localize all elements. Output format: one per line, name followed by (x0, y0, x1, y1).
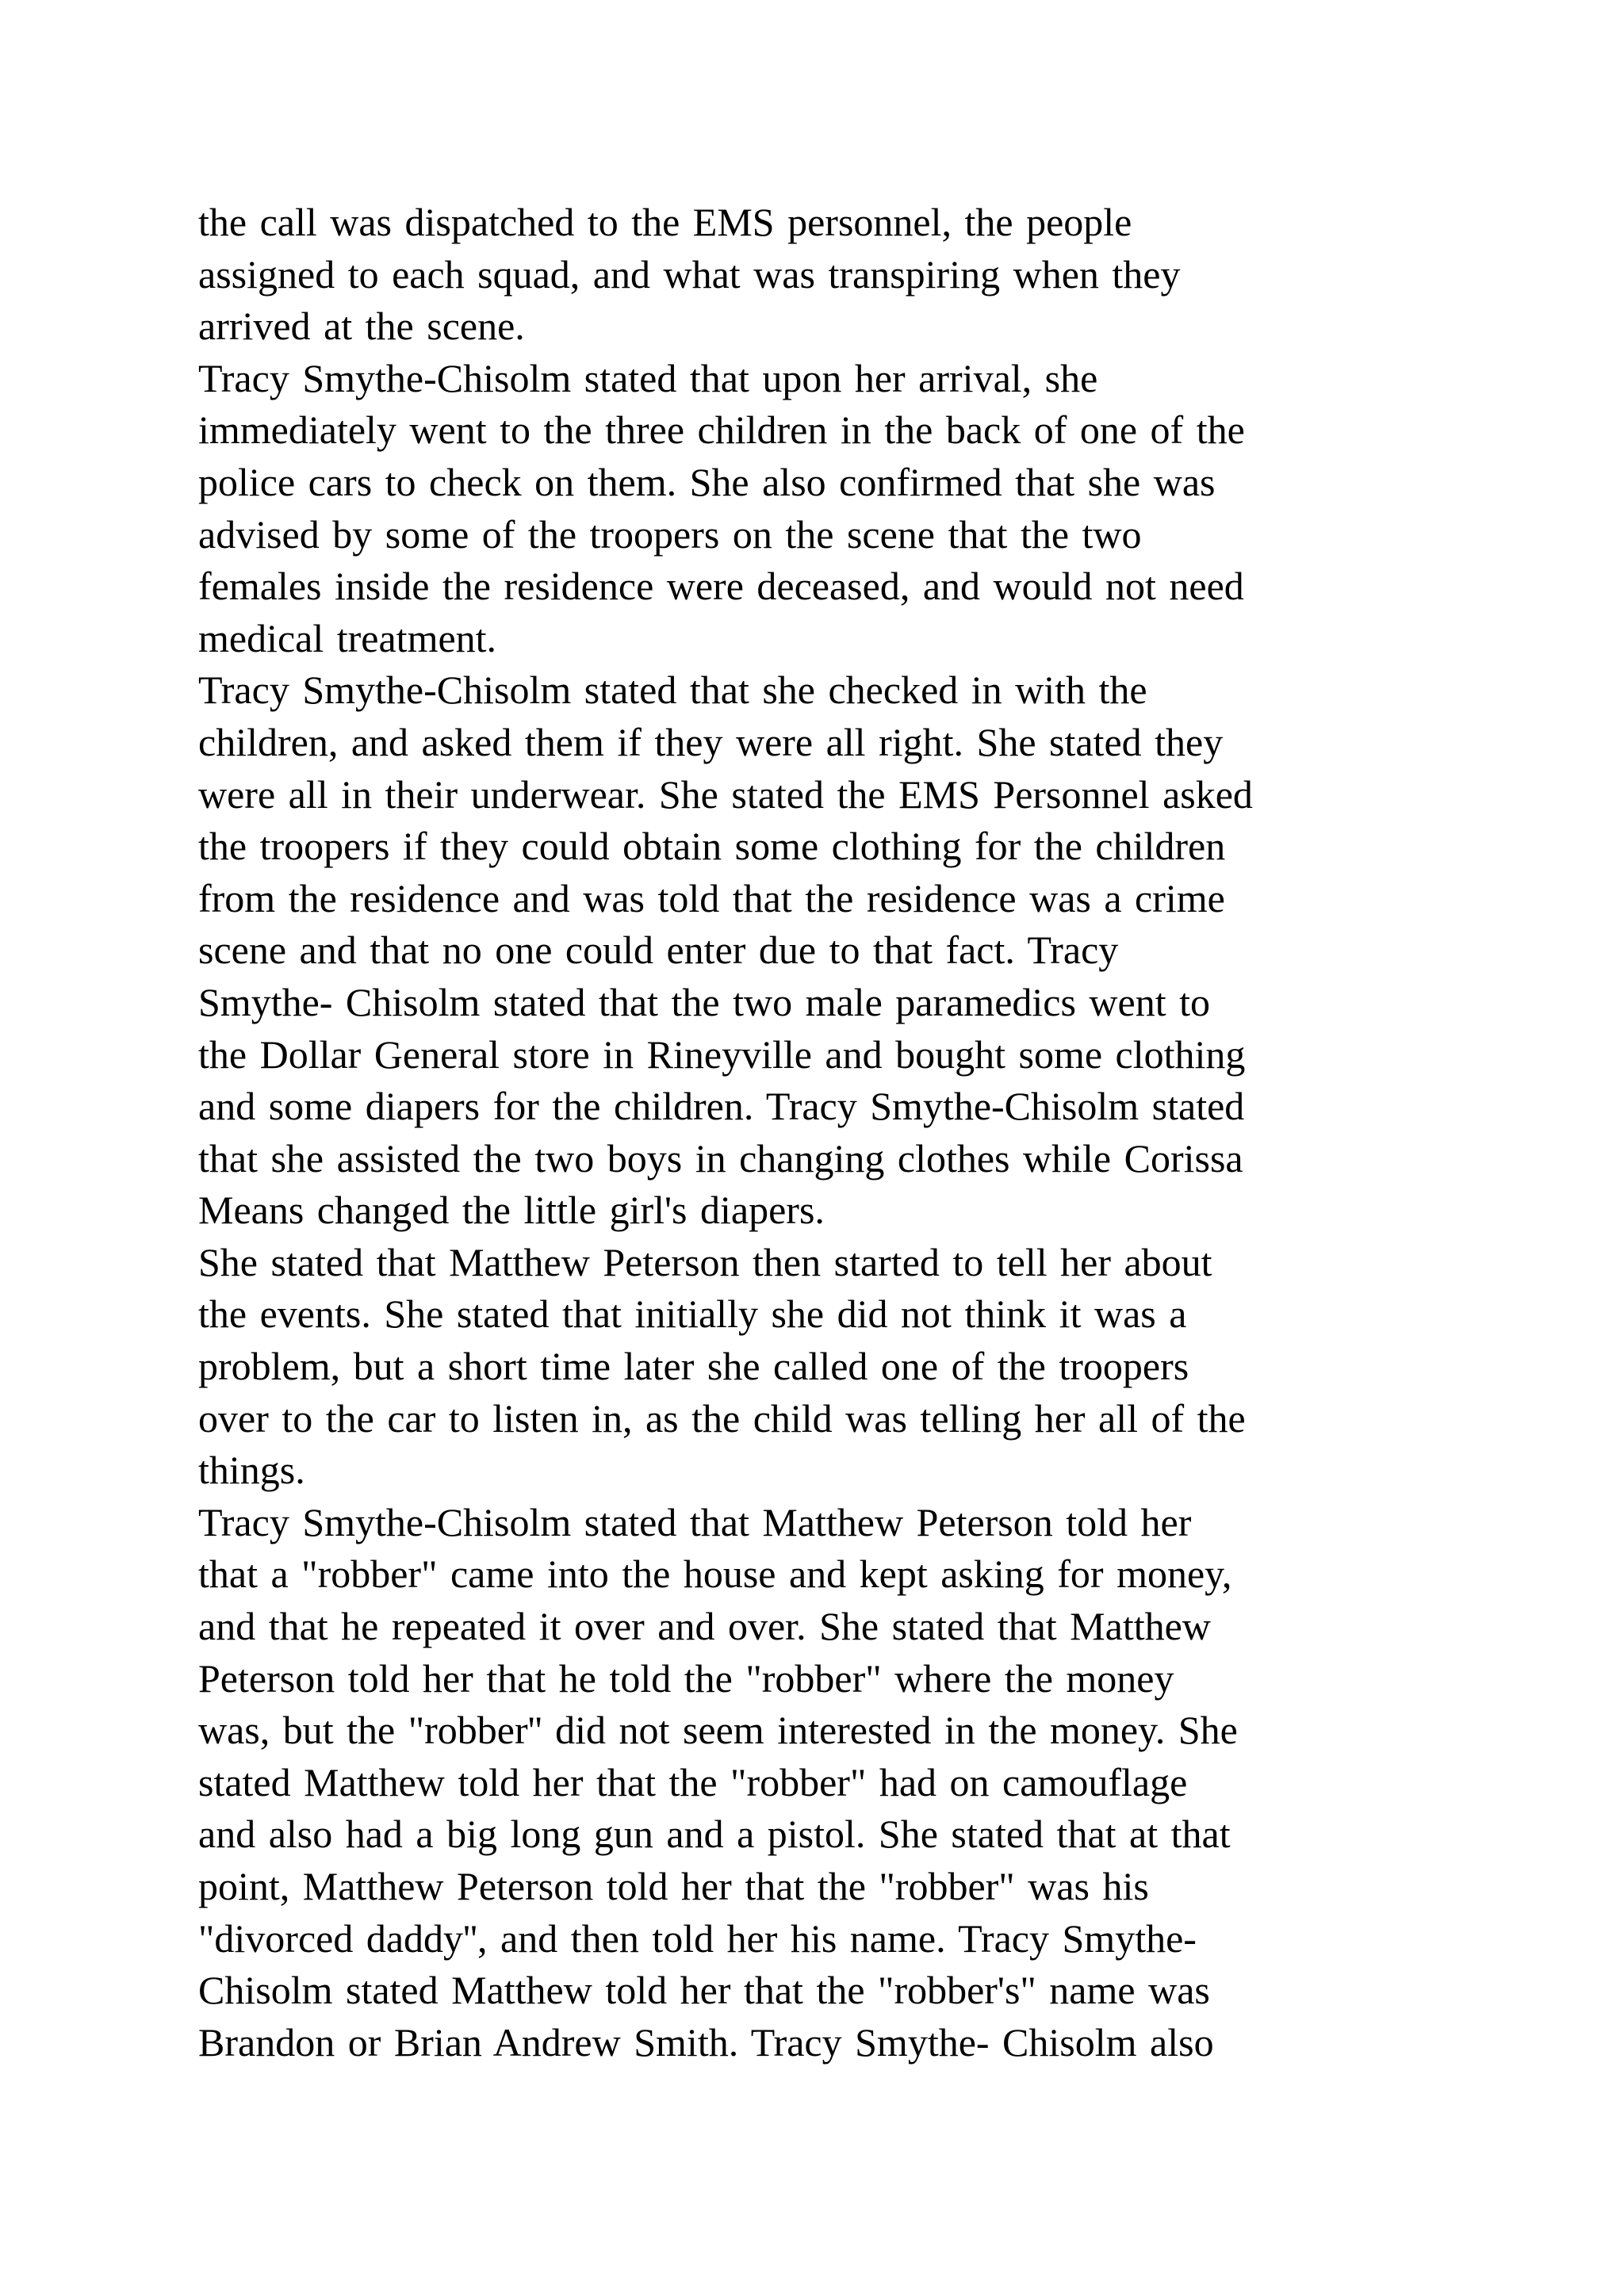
text-line: Tracy Smythe-Chisolm stated that upon her arrival, she (198, 355, 1098, 400)
document-text-body (198, 197, 1435, 2068)
text-line: from the residence and was told that the residence was a crime (198, 875, 1225, 920)
text-line: "divorced daddy'', and then told her his name. Tracy Smythe- (198, 1915, 1197, 1961)
text-line: females inside the residence were deceased, and would not need (198, 564, 1244, 609)
text-line: the Dollar General store in Rineyville and bought some clothing (198, 1031, 1246, 1077)
text-line: advised by some of the troopers on the scene that the two (198, 511, 1142, 557)
text-line: Smythe- Chisolm stated that the two male paramedics went to (198, 979, 1211, 1024)
text-line: the events. She stated that initially she did not think it was a (198, 1292, 1187, 1337)
text-line: immediately went to the three children in the back of one of the (198, 408, 1245, 453)
text-line: Tracy Smythe-Chisolm stated that Matthew Peterson told her (198, 1499, 1192, 1544)
text-line: were all in their underwear. She stated the EMS Personnel asked (198, 771, 1253, 817)
text-line: Means changed the little girl's diapers. (198, 1188, 825, 1233)
text-line: police cars to check on them. She also confirmed that she was (198, 459, 1216, 504)
text-line: point, Matthew Peterson told her that the "robber" was his (198, 1864, 1149, 1908)
text-line: She stated that Matthew Peterson then started to tell her about (198, 1239, 1212, 1284)
text-line: that she assisted the two boys in changing clothes while Corissa (198, 1135, 1243, 1181)
text-line: children, and asked them if they were all right. She stated they (198, 719, 1224, 764)
text-line: over to the car to listen in, as the child was telling her all of the (198, 1395, 1246, 1441)
text-line: the call was dispatched to the EMS personnel, the people (198, 200, 1132, 244)
text-line: and also had a big long gun and a pistol. She stated that at that (198, 1812, 1231, 1857)
text-line: Chisolm stated Matthew told her that the "robber's" name was (198, 1968, 1210, 2013)
text-line: that a "robber" came into the house and kept asking for money, (198, 1552, 1232, 1597)
text-line: the troopers if they could obtain some clothing for the children (198, 824, 1226, 869)
text-line: stated Matthew told her that the "robber" had on camouflage (198, 1759, 1188, 1804)
text-line: assigned to each squad, and what was transpiring when they (198, 251, 1181, 297)
text-line: and some diapers for the children. Tracy Smythe-Chisolm stated (198, 1084, 1245, 1129)
text-line: was, but the "robber'' did not seem interested in the money. She (198, 1708, 1238, 1753)
text-line: and that he repeated it over and over. She stated that Matthew (198, 1604, 1211, 1649)
text-line: scene and that no one could enter due to that fact. Tracy (198, 928, 1119, 973)
text-line: problem, but a short time later she called one of the troopers (198, 1344, 1189, 1389)
text-line: Tracy Smythe-Chisolm stated that she checked in with the (198, 668, 1147, 713)
text-line: things. (198, 1448, 305, 1493)
text-line: Brandon or Brian Andrew Smith. Tracy Smythe- Chisolm also (198, 2019, 1214, 2064)
text-line: Peterson told her that he told the "robber" where the money (198, 1655, 1174, 1701)
text-line: arrived at the scene. (198, 304, 525, 349)
text-line: medical treatment. (198, 615, 497, 660)
